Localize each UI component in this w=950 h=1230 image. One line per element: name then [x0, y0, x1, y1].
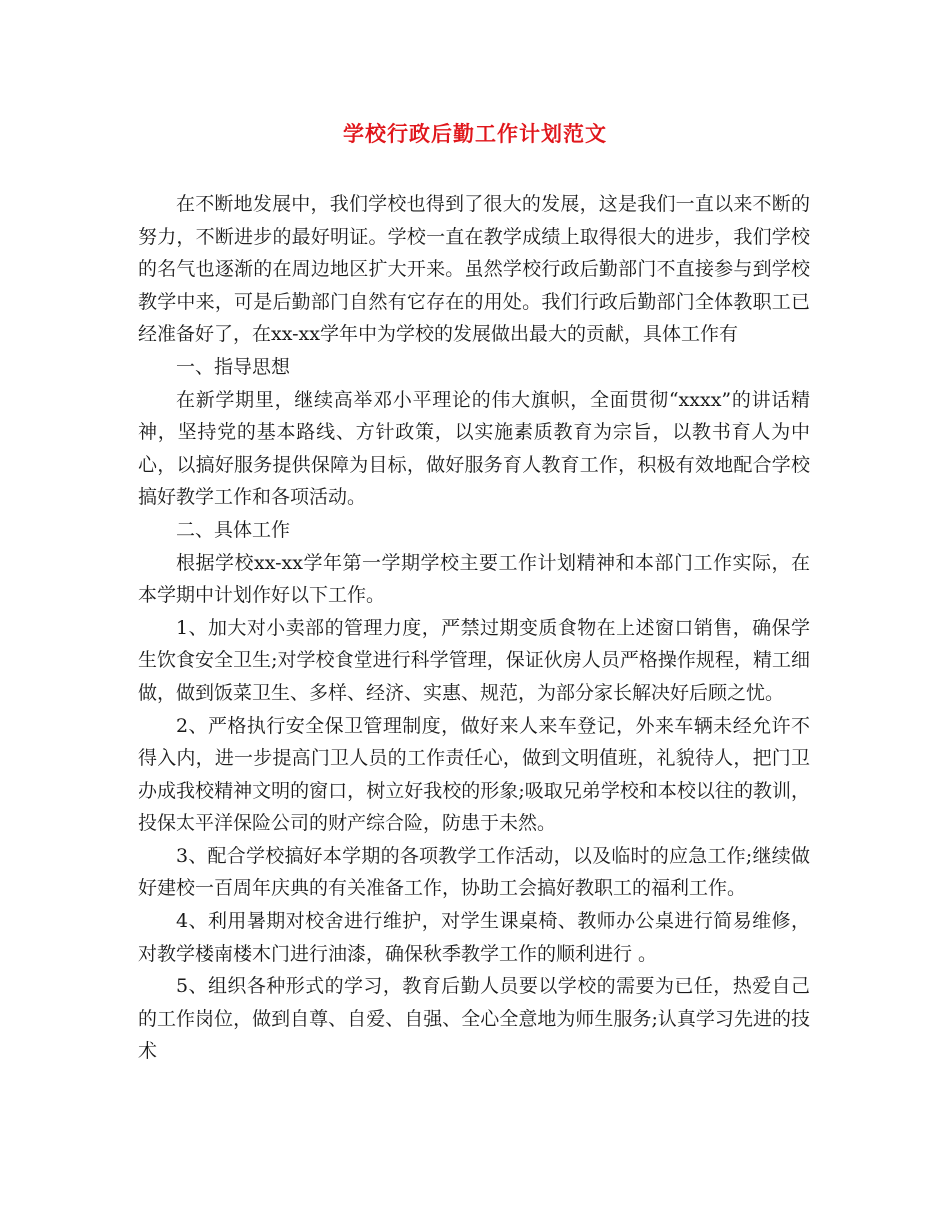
heading-guiding-thought: 一、指导思想 — [176, 355, 291, 378]
paragraph-item-5: 5、组织各种形式的学习，教育后勤人员要以学校的需要为已任，热爱自己的工作岗位，做到自尊、自爱、自强、全心全意地为师生服务;认真学习先进的技术 — [138, 975, 810, 1063]
heading-specific-work: 二、具体工作 — [176, 518, 291, 541]
paragraph-intro: 在不断地发展中，我们学校也得到了很大的发展，这是我们一直以来不断的努力，不断进步的最好明证。学校一直在教学成绩上取得很大的进步，我们学校的名气也逐渐的在周边地区扩大开来。虽然学校行政后勤部门不直接参与到学校教学中来，可是后勤部门自然有它存在的用处。我们行政后勤部门全体教职工已经准备好了，在xx-xx学年中为学校的发展做出最大的贡献，具体工作有 — [138, 193, 810, 346]
document-body — [138, 188, 810, 1068]
document-title: 学校行政后勤工作计划范文 — [343, 122, 607, 146]
paragraph-item-1: 1、加大对小卖部的管理力度，严禁过期变质食物在上述窗口销售，确保学生饮食安全卫生;对学校食堂进行科学管理，保证伙房人员严格操作规程，精工细做，做到饭菜卫生、多样、经济、实惠、规范，为部分家长解决好后顾之忧。 — [138, 616, 810, 704]
paragraph-item-4: 4、利用暑期对校舍进行维护，对学生课桌椅、教师办公桌进行简易维修，对教学楼南楼木门进行油漆，确保秋季教学工作的顺利进行 。 — [138, 910, 810, 965]
paragraph-item-2: 2、严格执行安全保卫管理制度，做好来人来车登记，外来车辆未经允许不得入内，进一步提高门卫人员的工作责任心，做到文明值班，礼貌待人，把门卫办成我校精神文明的窗口，树立好我校的形象;吸取兄弟学校和本校以往的教训，投保太平洋保险公司的财产综合险，防患于未然。 — [138, 714, 810, 835]
paragraph-specific-work-intro: 根据学校xx-xx学年第一学期学校主要工作计划精神和本部门工作实际，在本学期中计划作好以下工作。 — [138, 551, 810, 607]
paragraph-item-3: 3、配合学校搞好本学期的各项教学工作活动，以及临时的应急工作;继续做好建校一百周年庆典的有关准备工作，协助工会搞好教职工的福利工作。 — [138, 844, 810, 900]
paragraph-guiding-thought: 在新学期里，继续高举邓小平理论的伟大旗帜，全面贯彻“xxxx”的讲话精神，坚持党的基本路线、方针政策，以实施素质教育为宗旨，以教书育人为中心，以搞好服务提供保障为目标，做好服务育人教育工作，积极有效地配合学校搞好教学工作和各项活动。 — [138, 388, 810, 509]
